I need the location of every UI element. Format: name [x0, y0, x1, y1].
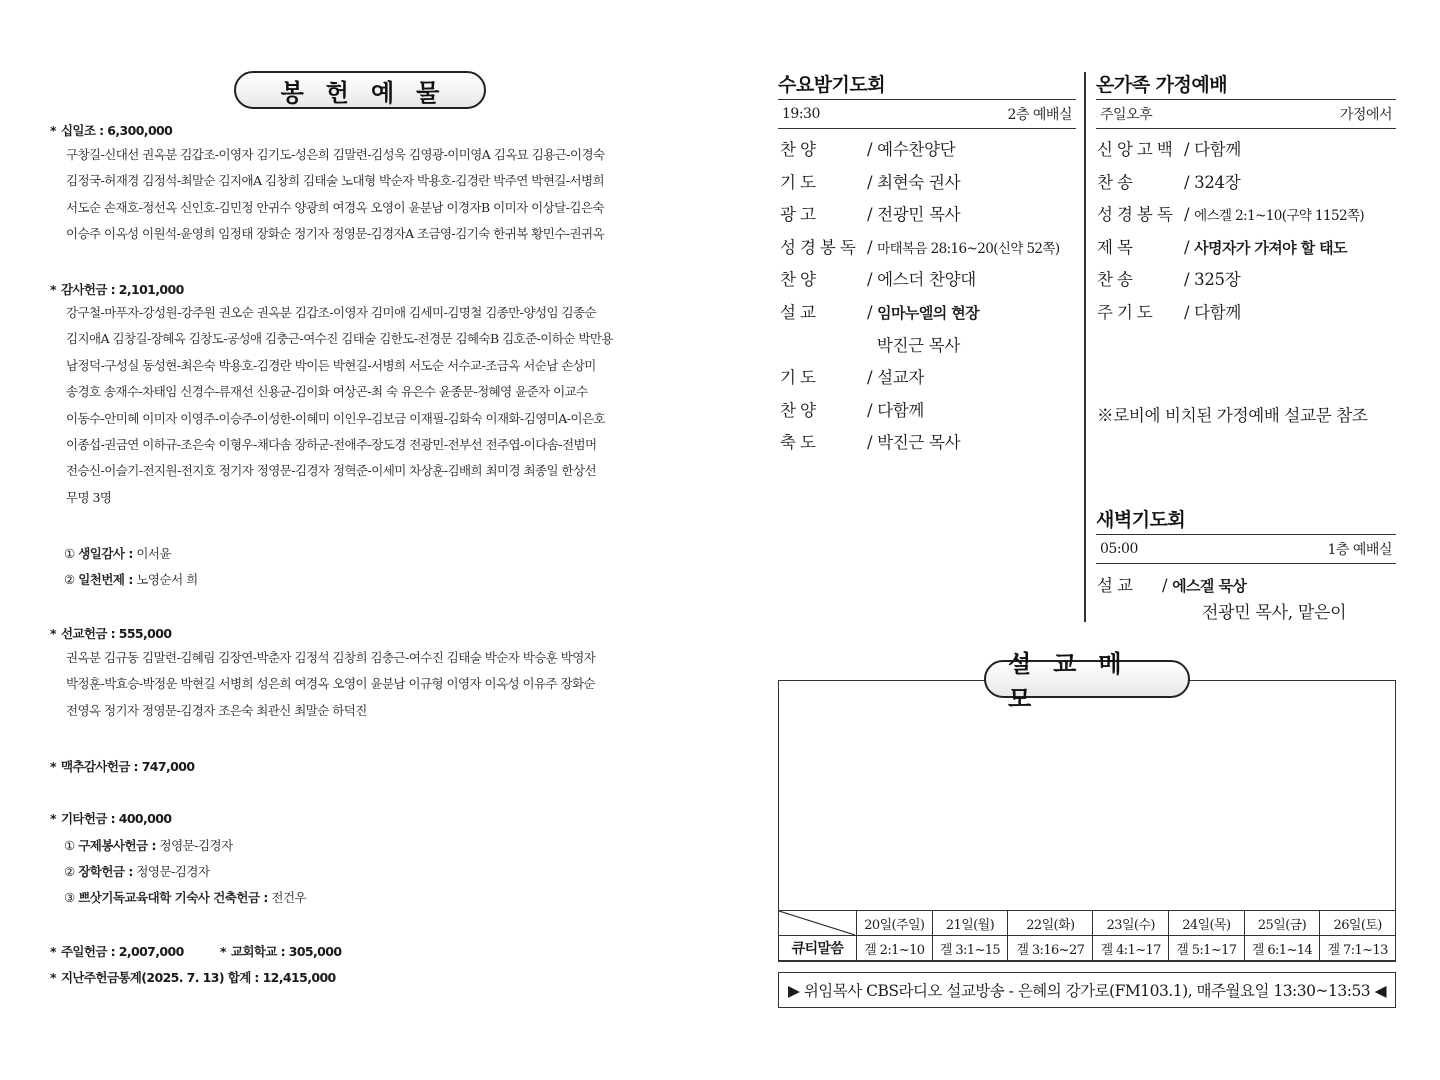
qt-day: 24일(목)	[1169, 911, 1245, 936]
dawn-place: 1층 예배실	[1327, 542, 1392, 558]
mission-heading: * 선교헌금 : 555,000	[50, 626, 172, 641]
star-icon: *	[50, 944, 56, 959]
family-place: 가정에서	[1339, 107, 1392, 123]
birthday-thanks: ① 생일감사 : 이서윤	[64, 546, 172, 561]
order-row: 성경봉독 / 마태복음 28:16~20(신약 52쪽)	[780, 237, 1060, 257]
name-line: 무명 3명	[66, 489, 112, 505]
memo-title: 설교메모	[984, 660, 1190, 698]
qt-verse: 겔 2:1~10	[857, 936, 933, 961]
order-row: 주기도 / 다함께	[1097, 302, 1242, 322]
name-line: 전승신-이슬기-전지원-전지호 정기자 정영문-김경자 정혁준-이세미 차상훈-김배희 최미경 최종일 한상선	[66, 463, 597, 479]
qt-verse: 겔 7:1~13	[1320, 936, 1396, 961]
qt-day: 25일(금)	[1244, 911, 1320, 936]
family-meta	[1096, 99, 1396, 129]
dormitory-offering: ③ 쁘삿기독교육대학 기숙사 건축헌금 : 전건우	[64, 890, 307, 905]
harvest-heading: * 맥추감사헌금 : 747,000	[50, 759, 195, 774]
name-line: 이종섭-권금연 이하규-조은숙 이형우-채다솜 장하군-전애주-장도경 전광민-전부선 전주엽-이다솜-전범머	[66, 437, 597, 453]
wednesday-order	[780, 136, 1060, 462]
name-line: 이승주 이옥성 이원석-윤영희 임정태 장화순 정기자 정영문-김경자A 조금영-김기숙 한귀복 황민수-권귀옥	[66, 226, 605, 242]
qt-verse: 겔 3:16~27	[1008, 936, 1093, 961]
scholarship-offering: ② 장학헌금 : 정영문-김경자	[64, 864, 210, 879]
offering-title: 봉헌예물	[234, 71, 486, 109]
radio-broadcast-banner: ▶ 위임목사 CBS라디오 설교방송 - 은혜의 강가로(FM103.1), 매주월요일 13:30~13:53 ◀	[778, 972, 1396, 1008]
wednesday-meta	[778, 99, 1076, 129]
column-divider	[1084, 72, 1086, 622]
order-row: 설교 / 임마누엘의 현장	[780, 302, 980, 322]
thanks-names	[66, 300, 656, 511]
qt-verse: 겔 5:1~17	[1169, 936, 1245, 961]
thanks-heading: * 감사헌금 : 2,101,000	[50, 282, 184, 297]
relief-offering: ① 구제봉사헌금 : 정영문-김경자	[64, 838, 233, 853]
order-row: 전광민 목사, 맡은이	[1202, 603, 1347, 623]
order-row: 찬양 / 예수찬양단	[780, 140, 956, 159]
dawn-title: 새벽기도회	[1096, 509, 1186, 531]
name-line: 남정덕-구성실 동성현-최은숙 박용호-김경란 박이든 박현길-서병희 서도순 서수교-조금옥 서순남 손상미	[66, 357, 596, 373]
qt-table	[778, 910, 1396, 961]
qt-verses-row	[779, 936, 1396, 961]
family-title: 온가족 가정예배	[1096, 74, 1228, 96]
qt-verse: 겔 6:1~14	[1244, 936, 1320, 961]
dawn-order	[1097, 572, 1346, 631]
qt-label: 큐티말씀	[779, 936, 857, 961]
qt-verse: 겔 3:1~15	[932, 936, 1008, 961]
wednesday-time: 19:30	[782, 106, 820, 122]
last-week-total: * 지난주헌금통계(2025. 7. 13) 합계 : 12,415,000	[50, 970, 336, 985]
star-icon: *	[50, 626, 56, 641]
dawn-time: 05:00	[1100, 541, 1138, 557]
star-icon: *	[50, 811, 56, 826]
family-time: 주일오후	[1100, 107, 1153, 123]
order-row: 기도 / 설교자	[780, 368, 925, 388]
diagonal-cell	[779, 911, 857, 936]
name-line: 박정훈-박효승-박정운 박현길 서병희 성은희 여경옥 오영이 윤분남 이규형 이영자 이옥성 이유주 장화순	[66, 676, 596, 692]
order-row: 찬송 / 324장	[1097, 172, 1241, 192]
star-icon: *	[50, 123, 56, 138]
order-row: 설교 / 에스겔 묵상	[1097, 576, 1247, 595]
mission-names	[66, 645, 656, 724]
star-icon: *	[50, 282, 56, 297]
name-line: 이동수-안미혜 이미자 이영주-이승주-이성한-이혜미 이인우-김보금 이재필-김화숙 이재화-김영미A-이은호	[66, 410, 606, 426]
order-row: 찬양 / 다함께	[780, 400, 925, 420]
order-row: 축도 / 박진근 목사	[780, 433, 961, 453]
name-line: 권옥분 김규동 김말련-김혜림 김장연-박춘자 김정석 김창희 김충근-여수진 김태술 박순자 박승훈 박영자	[66, 650, 596, 665]
name-line: 송경호 송재수-차태임 신경수-류재선 신용균-김이화 여상곤-최 숙 유은수 윤종문-정혜영 윤준자 이교수	[66, 384, 588, 400]
diagonal-line-icon	[779, 911, 855, 935]
sunday-offering: * 주일헌금 : 2,007,000	[50, 944, 184, 959]
star-icon: *	[220, 944, 226, 959]
name-line: 강구철-마푸자-강성원-강주원 권오순 권옥분 김갑조-이영자 김미애 김세미-김명철 김종만-양성임 김종순	[66, 305, 597, 320]
tithe-heading: * 십일조 : 6,300,000	[50, 123, 173, 138]
order-row: 기도 / 최현숙 권사	[780, 172, 961, 192]
tithe-names	[66, 142, 656, 248]
name-line: 구창길-신대선 권옥분 김갑조-이영자 김기도-성은희 김말련-김성욱 김영광-이미영A 김옥묘 김용근-이경숙	[66, 147, 605, 162]
dawn-meta	[1096, 534, 1396, 564]
name-line: 서도순 손재호-정선옥 신인호-김민정 안귀수 양광희 여경옥 오영이 윤분남 이경자B 이미자 이상달-김은숙	[66, 199, 604, 215]
qt-day: 22일(화)	[1008, 911, 1093, 936]
qt-day: 21일(월)	[932, 911, 1008, 936]
family-order	[1097, 136, 1364, 332]
thousand-offering: ② 일천번제 : 노영순서 희	[64, 572, 198, 587]
star-icon: *	[50, 759, 56, 774]
order-row: 찬송 / 325장	[1097, 270, 1241, 290]
star-icon: *	[50, 970, 56, 985]
school-offering: * 교회학교 : 305,000	[220, 944, 342, 959]
qt-verse: 겔 4:1~17	[1093, 936, 1169, 961]
order-row: 제목 / 사명자가 가져야 할 태도	[1097, 237, 1347, 257]
wednesday-place: 2층 예배실	[1007, 107, 1072, 123]
order-row: 성경봉독 / 에스겔 2:1~10(구약 1152쪽)	[1097, 205, 1365, 225]
order-row: 박진근 목사	[876, 335, 960, 355]
family-note: ※로비에 비치된 가정예배 설교문 참조	[1097, 406, 1368, 425]
wednesday-title: 수요밤기도회	[778, 74, 886, 96]
order-row: 광고 / 전광민 목사	[780, 205, 961, 225]
name-line: 김지애A 김창길-장혜옥 김창도-공성애 김충근-여수진 김태술 김한도-전경문 김혜숙B 김호준-이하순 박만용	[66, 331, 613, 347]
qt-day: 20일(주일)	[857, 911, 933, 936]
name-line: 김정국-허재경 김정석-최말순 김지애A 김창희 김태술 노대형 박순자 박용호-김경란 박주연 박현길-서병희	[66, 173, 605, 189]
other-heading: * 기타헌금 : 400,000	[50, 811, 172, 826]
qt-day: 23일(수)	[1093, 911, 1169, 936]
order-row: 찬양 / 에스더 찬양대	[780, 270, 976, 290]
qt-day: 26일(토)	[1320, 911, 1396, 936]
qt-days-row	[779, 911, 1396, 936]
name-line: 전영옥 정기자 정영문-김경자 조은숙 최관신 최말순 하덕진	[66, 702, 367, 718]
order-row: 신앙고백 / 다함께	[1097, 140, 1242, 159]
